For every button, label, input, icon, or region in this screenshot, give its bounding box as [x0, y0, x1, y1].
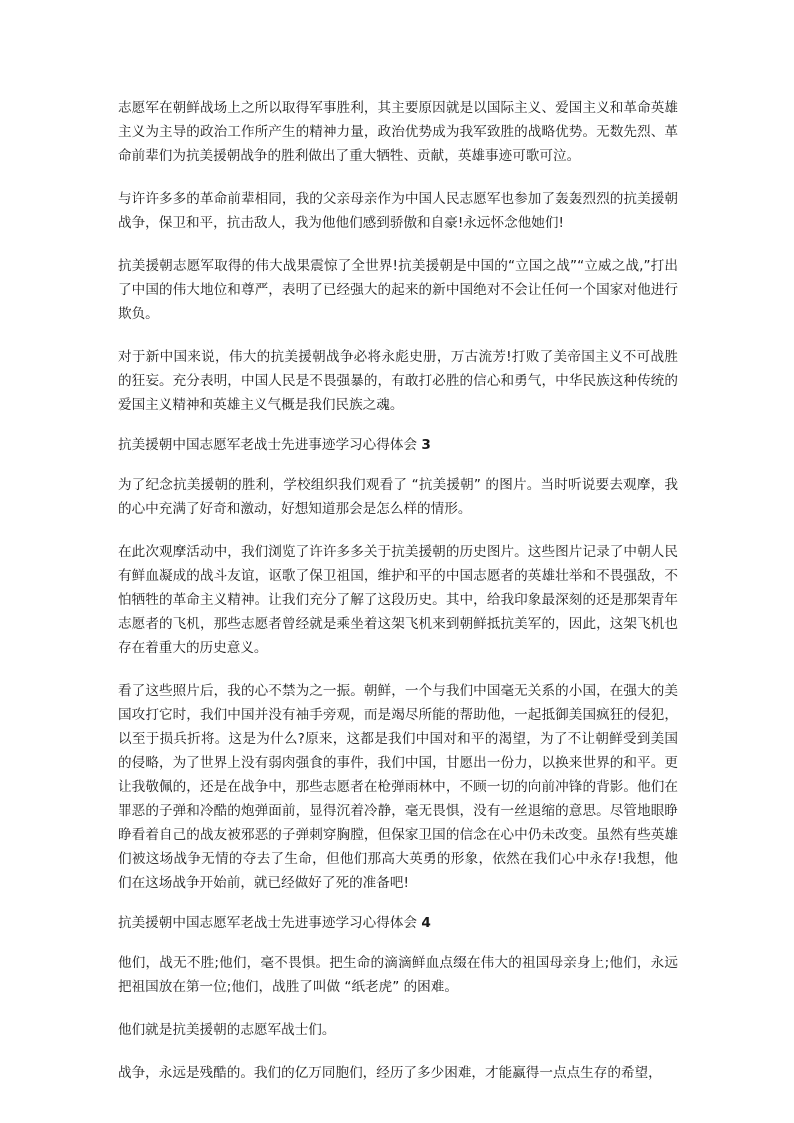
paragraph: 战争，永远是残酷的。我们的亿万同胞们，经历了多少困难，才能赢得一点点生存的希望，	[118, 1065, 662, 1081]
section-heading-number: 3	[421, 437, 431, 453]
section-heading-text: 抗美援朝中国志愿军老战士先进事迹学习心得体会	[118, 915, 418, 931]
document-body	[118, 96, 678, 1085]
paragraph: 对于新中国来说，伟大的抗美援朝战争必将永彪史册，万古流芳!打败了美帝国主义不可战胜的狂妄。充分表明，中国人民是不畏强暴的，有敢打必胜的信心和勇气，中华民族这种传统的爱国主义精神和英雄主义气概是我们民族之魂。	[118, 349, 678, 413]
section-heading-text: 抗美援朝中国志愿军老战士先进事迹学习心得体会	[118, 437, 418, 453]
paragraph: 志愿军在朝鲜战场上之所以取得军事胜利，其主要原因就是以国际主义、爱国主义和革命英雄主义为主导的政治工作所产生的精神力量，政治优势成为我军致胜的战略优势。无数先烈、革命前辈们为抗美援朝战争的胜利做出了重大牺牲、贡献，英雄事迹可歌可泣。	[118, 100, 678, 164]
paragraph: 与许许多多的革命前辈相同，我的父亲母亲作为中国人民志愿军也参加了轰轰烈烈的抗美援朝战争，保卫和平，抗击敌人，我为他他们感到骄傲和自豪!永远怀念他她们!	[118, 191, 678, 231]
paragraph: 看了这些照片后，我的心不禁为之一振。朝鲜，一个与我们中国毫无关系的小国，在强大的美国攻打它时，我们中国并没有袖手旁观，而是竭尽所能的帮助他，一起抵御美国疯狂的侵犯，以至于损兵折将。这是为什么?原来，这都是我们中国对和平的渴望，为了不让朝鲜受到美国的侵略，为了世界上没有弱肉强食的事件，我们中国，甘愿出一份力，以换来世界的和平。更让我敬佩的，还是在战争中，那些志愿者在枪弹雨林中，不顾一切的向前冲锋的背影。他们在罪恶的子弹和冷酷的炮弹面前，显得沉着冷静，毫无畏惧，没有一丝退缩的意思。尽管地眼睁睁看着自己的战友被邪恶的子弹刺穿胸膛，但保家卫国的信念在心中仍未改变。虽然有些英雄们被这场战争无情的夺去了生命，但他们那高大英勇的形象，依然在我们心中永存!我想，他们在这场战争开始前，就已经做好了死的准备吧!	[118, 683, 678, 891]
paragraph: 在此次观摩活动中，我们浏览了许许多多关于抗美援朝的历史图片。这些图片记录了中朝人民有鲜血凝成的战斗友谊，讴歌了保卫祖国，维护和平的中国志愿者的英雄壮举和不畏强敌，不怕牺牲的革命主义精神。让我们充分了解了这段历史。其中，给我印象最深刻的还是那架青年志愿者的飞机，那些志愿者曾经就是乘坐着这架飞机来到朝鲜抵抗美军的，因此，这架飞机也存在着重大的历史意义。	[118, 544, 678, 656]
paragraph: 为了纪念抗美援朝的胜利，学校组织我们观看了 “抗美援朝” 的图片。当时听说要去观摩，我的心中充满了好奇和激动，好想知道那会是怎么样的情形。	[118, 477, 678, 517]
section-heading	[118, 911, 678, 935]
section-heading	[118, 433, 678, 457]
paragraph: 他们，战无不胜;他们，毫不畏惧。把生命的滴滴鲜血点缀在伟大的祖国母亲身上;他们，永远把祖国放在第一位;他们，战胜了叫做 “纸老虎” 的困难。	[118, 955, 678, 995]
paragraph: 他们就是抗美援朝的志愿军战士们。	[118, 1022, 336, 1038]
paragraph: 抗美援朝志愿军取得的伟大战果震惊了全世界!抗美援朝是中国的“立国之战”“立威之战,”打出了中国的伟大地位和尊严，表明了已经强大的起来的新中国绝对不会让任何一个国家对他进行欺负。	[118, 258, 678, 322]
section-heading-number: 4	[421, 915, 431, 931]
